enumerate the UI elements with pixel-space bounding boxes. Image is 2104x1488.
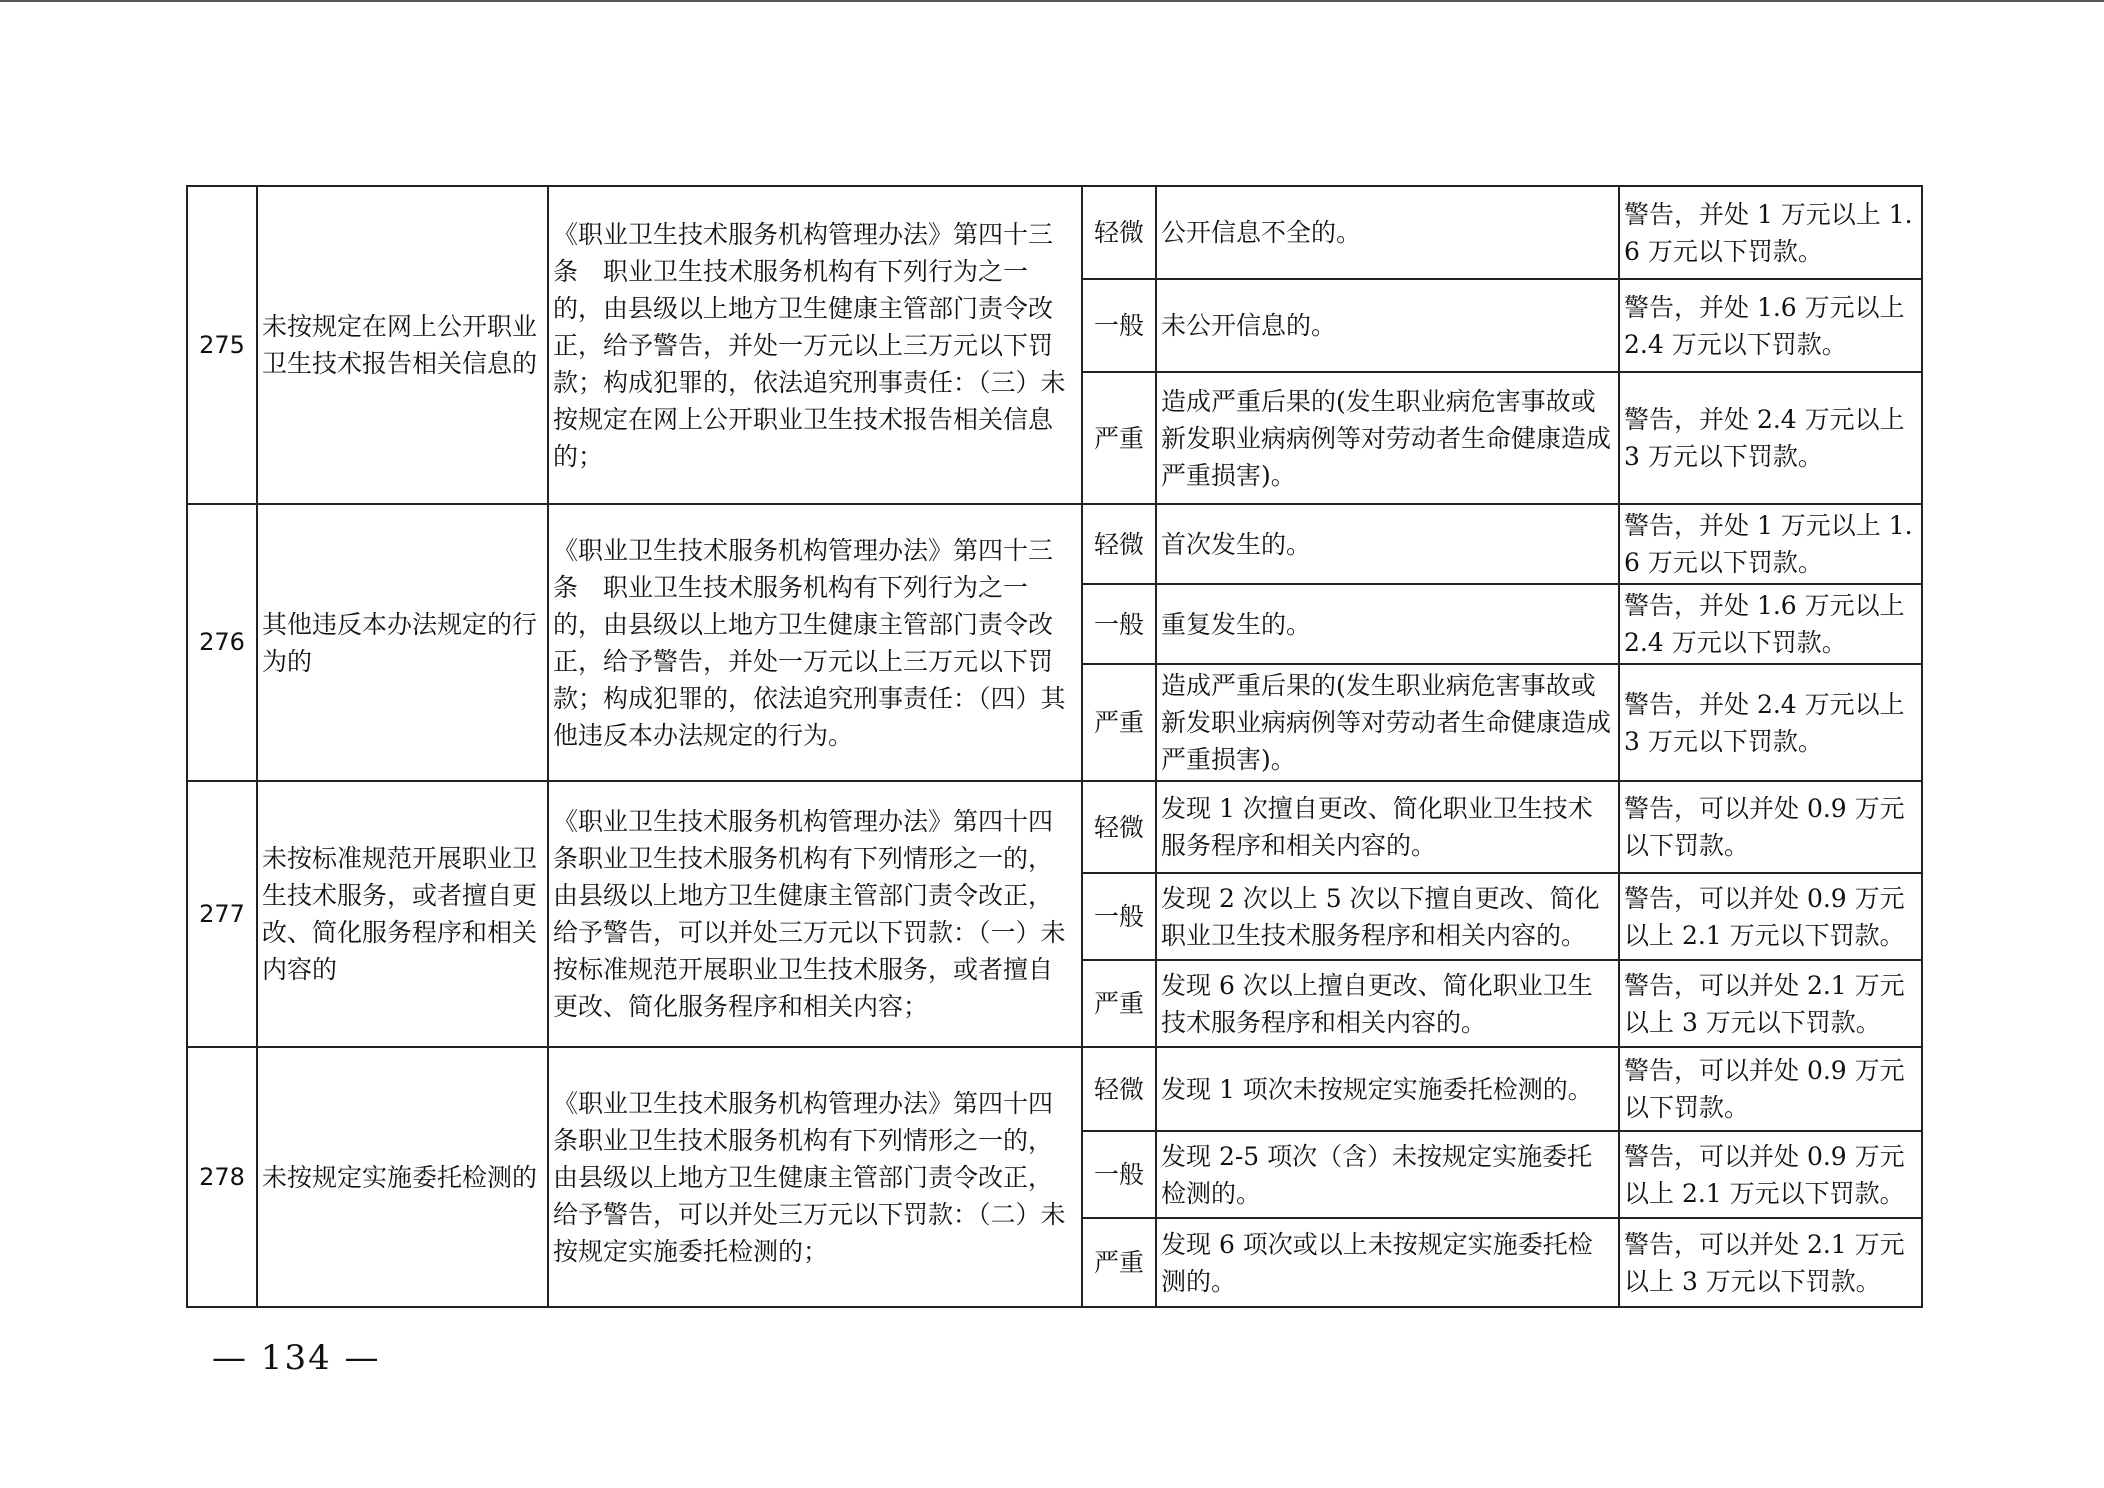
- severity-level: 轻微: [1082, 781, 1156, 873]
- severity-level: 严重: [1082, 664, 1156, 781]
- circumstance-cell: 公开信息不全的。: [1156, 186, 1619, 279]
- severity-level: 一般: [1082, 873, 1156, 960]
- circumstance-cell: 发现 1 次擅自更改、简化职业卫生技术服务程序和相关内容的。: [1156, 781, 1619, 873]
- table-row: [187, 1047, 1922, 1131]
- penalty-cell: 警告，并处 1.6 万元以上 2.4 万元以下罚款。: [1619, 584, 1922, 664]
- legal-basis-cell: 《职业卫生技术服务机构管理办法》第四十三条 职业卫生技术服务机构有下列行为之一的，由县级以上地方卫生健康主管部门责令改正，给予警告，并处一万元以上三万元以下罚款；构成犯罪的，依法追究刑事责任：（三）未按规定在网上公开职业卫生技术报告相关信息的；: [548, 186, 1082, 504]
- penalty-cell: 警告，并处 2.4 万元以上 3 万元以下罚款。: [1619, 372, 1922, 504]
- circumstance-cell: 未公开信息的。: [1156, 279, 1619, 372]
- circumstance-cell: 首次发生的。: [1156, 504, 1619, 584]
- penalty-cell: 警告，并处 1 万元以上 1.6 万元以下罚款。: [1619, 504, 1922, 584]
- legal-basis-cell: 《职业卫生技术服务机构管理办法》第四十四条职业卫生技术服务机构有下列情形之一的，由县级以上地方卫生健康主管部门责令改正，给予警告，可以并处三万元以下罚款：（一）未按标准规范开展职业卫生技术服务，或者擅自更改、简化服务程序和相关内容；: [548, 781, 1082, 1047]
- severity-level: 轻微: [1082, 186, 1156, 279]
- severity-level: 一般: [1082, 1131, 1156, 1218]
- severity-level: 严重: [1082, 372, 1156, 504]
- violation-cell: 未按标准规范开展职业卫生技术服务，或者擅自更改、简化服务程序和相关内容的: [257, 781, 548, 1047]
- penalty-cell: 警告，可以并处 0.9 万元以下罚款。: [1619, 1047, 1922, 1131]
- severity-level: 一般: [1082, 279, 1156, 372]
- penalty-cell: 警告，可以并处 0.9 万元以上 2.1 万元以下罚款。: [1619, 873, 1922, 960]
- circumstance-cell: 发现 6 项次或以上未按规定实施委托检测的。: [1156, 1218, 1619, 1307]
- violation-cell: 其他违反本办法规定的行为的: [257, 504, 548, 781]
- table-row: [187, 781, 1922, 873]
- penalty-cell: 警告，可以并处 2.1 万元以上 3 万元以下罚款。: [1619, 1218, 1922, 1307]
- penalty-cell: 警告，并处 2.4 万元以上 3 万元以下罚款。: [1619, 664, 1922, 781]
- circumstance-cell: 造成严重后果的(发生职业病危害事故或新发职业病病例等对劳动者生命健康造成严重损害)。: [1156, 372, 1619, 504]
- penalty-cell: 警告，并处 1 万元以上 1.6 万元以下罚款。: [1619, 186, 1922, 279]
- circumstance-cell: 发现 1 项次未按规定实施委托检测的。: [1156, 1047, 1619, 1131]
- legal-basis-cell: 《职业卫生技术服务机构管理办法》第四十三条 职业卫生技术服务机构有下列行为之一的，由县级以上地方卫生健康主管部门责令改正，给予警告，并处一万元以上三万元以下罚款；构成犯罪的，依法追究刑事责任：（四）其他违反本办法规定的行为。: [548, 504, 1082, 781]
- severity-level: 严重: [1082, 960, 1156, 1047]
- item-number: 276: [187, 504, 257, 781]
- page-number: — 134 —: [212, 1338, 381, 1378]
- legal-basis-cell: 《职业卫生技术服务机构管理办法》第四十四条职业卫生技术服务机构有下列情形之一的，由县级以上地方卫生健康主管部门责令改正，给予警告，可以并处三万元以下罚款：（二）未按规定实施委托检测的；: [548, 1047, 1082, 1307]
- penalty-table: [186, 185, 1923, 1308]
- circumstance-cell: 重复发生的。: [1156, 584, 1619, 664]
- item-number: 277: [187, 781, 257, 1047]
- item-number: 278: [187, 1047, 257, 1307]
- violation-cell: 未按规定实施委托检测的: [257, 1047, 548, 1307]
- table-row: [187, 504, 1922, 584]
- severity-level: 一般: [1082, 584, 1156, 664]
- circumstance-cell: 造成严重后果的(发生职业病危害事故或新发职业病病例等对劳动者生命健康造成严重损害)。: [1156, 664, 1619, 781]
- severity-level: 严重: [1082, 1218, 1156, 1307]
- top-rule: [0, 0, 2104, 2]
- circumstance-cell: 发现 6 次以上擅自更改、简化职业卫生技术服务程序和相关内容的。: [1156, 960, 1619, 1047]
- violation-cell: 未按规定在网上公开职业卫生技术报告相关信息的: [257, 186, 548, 504]
- circumstance-cell: 发现 2-5 项次（含）未按规定实施委托检测的。: [1156, 1131, 1619, 1218]
- severity-level: 轻微: [1082, 504, 1156, 584]
- penalty-cell: 警告，可以并处 2.1 万元以上 3 万元以下罚款。: [1619, 960, 1922, 1047]
- circumstance-cell: 发现 2 次以上 5 次以下擅自更改、简化职业卫生技术服务程序和相关内容的。: [1156, 873, 1619, 960]
- item-number: 275: [187, 186, 257, 504]
- penalty-cell: 警告，并处 1.6 万元以上 2.4 万元以下罚款。: [1619, 279, 1922, 372]
- penalty-cell: 警告，可以并处 0.9 万元以上 2.1 万元以下罚款。: [1619, 1131, 1922, 1218]
- severity-level: 轻微: [1082, 1047, 1156, 1131]
- penalty-cell: 警告，可以并处 0.9 万元以下罚款。: [1619, 781, 1922, 873]
- table-row: [187, 186, 1922, 279]
